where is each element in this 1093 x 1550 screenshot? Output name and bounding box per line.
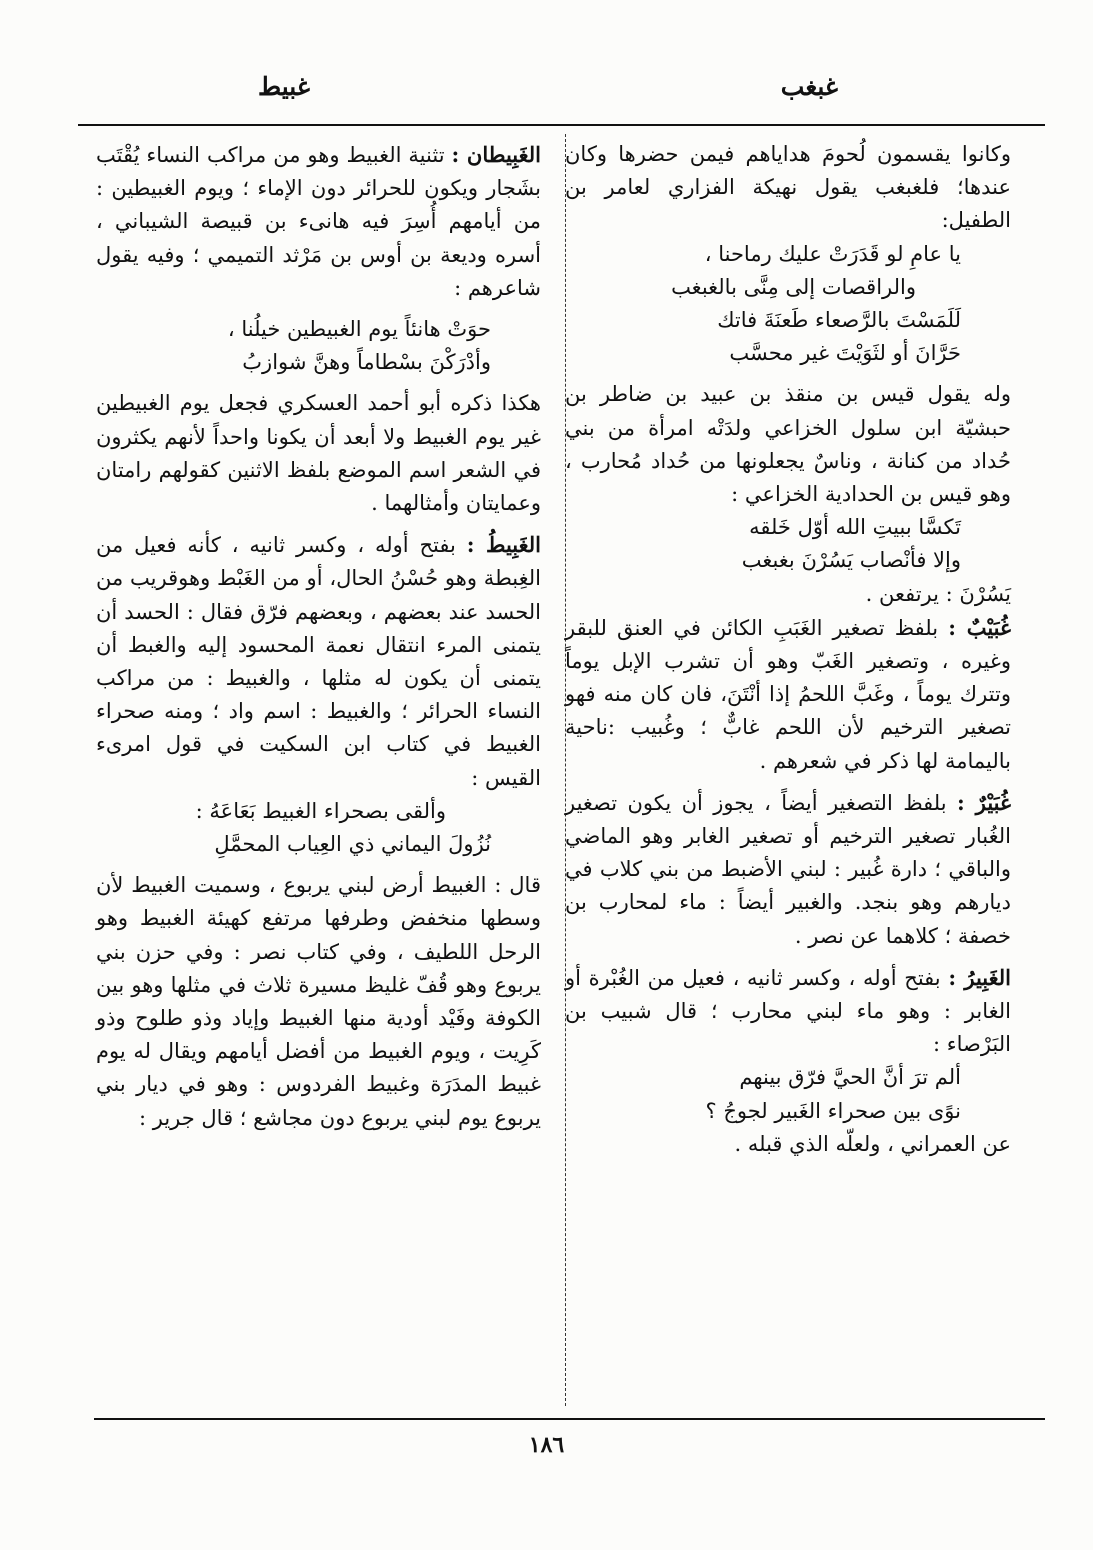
entry-text: تثنية الغبيط وهو من مراكب النساء يُقْتَب بشَجار ويكون للحرائر دون الإماء ؛ ويوم الغبيطين : من أيامهم أُسِرَ فيه هانىء بن قبيصة الشيباني ، أسره وديعة بن أوس بن مَرْثد التميمي ؛ وفيه يقول شاعرهم : — [96, 143, 541, 300]
verse-line: وألقى بصحراء الغبيط بَعَاعَهُ : — [195, 798, 446, 823]
paragraph: عن العمراني ، ولعلّه الذي قبله . — [734, 1131, 1011, 1156]
bottom-rule — [94, 1418, 1045, 1420]
entry-headword: الغَبِيطان : — [451, 142, 541, 167]
verse-line: حَرَّانَ أو لثَوَيْتَ غير محسَّب — [729, 341, 961, 366]
verse-line: وإلا فأنْصاب يَسُرْنَ بغبغب — [741, 548, 961, 573]
verse-line: ألم ترَ أنَّ الحيَّ فرّق بينهم — [739, 1065, 961, 1090]
entry-text: بلفظ التصغير أيضاً ، يجوز أن يكون تصغير الغُبار تصغير الترخيم أو تصغير الغابر وهو الماضي والباقي ؛ دارة غُبير : لبني الأضبط من بني كلاب في ديارهم وهو بنجد. والغبير أيضاً : ماء لمحارب بن خصفة ؛ كلاهما عن نصر . — [565, 790, 1011, 948]
verse-line: نوًى بين صحراء الغَبير لجوجُ ؟ — [705, 1098, 961, 1123]
verse-line: لَلَمَسْتَ بالرَّصعاء طَعنَةَ فاتك — [717, 308, 961, 333]
entry-headword: غُبَيْرٌ : — [956, 789, 1011, 815]
entry-text: بلفظ تصغير الغَبَبِ الكائن في العنق للبقر وغيره ، وتصغير الغَبّ وهو أن تشرب الإبل يوماً وتترك يوماً ، وغَبَّ اللحمُ إذا أنْتَنَ، فان كان منه فهو تصغير الترخيم لأن اللحم غابٌّ ؛ وغُبيب :ناحية باليمامة لها ذكر في شعرهم . — [565, 615, 1011, 773]
left-column — [96, 138, 541, 1135]
paragraph: يَسُرْنَ : يرتفعن . — [865, 581, 1011, 606]
verse-line: تَكسَّا ببيتِ الله أوّل خَلقه — [749, 515, 961, 540]
verse-line: وأدْرَكْنَ بسْطاماً وهنَّ شوازبُ — [242, 350, 491, 375]
entry-headword: الغَبِيطُ : — [466, 532, 541, 558]
paragraph: وله يقول قيس بن منقذ بن عبيد بن ضاطر بن حبشيّة ابن سلول الخزاعي ولدَتْه امرأة من بني حُداد من كنانة ، وناسٌ يجعلونها من حُداد مُحارب ، وهو قيس بن الحدادية الخزاعي : — [565, 382, 1011, 507]
entry-al-gabit — [96, 528, 541, 795]
page-number: ١٨٦ — [528, 1432, 565, 1458]
entry-gubayr — [565, 786, 1011, 953]
running-header-right: غبغب — [780, 72, 838, 101]
paragraph: قال : الغبيط أرض لبني يربوع ، وسميت الغبيط لأن وسطها منخفض وطرفها مرتفع كهيئة الغبيط وهو الرحل اللطيف ، وفي كتاب نصر : وفي حزن بني يربوع وهو قُفّ غليظ مسيرة ثلاث في مثلها وهو بين الكوفة وفَيْد أودية منها الغبيط وإياد وذو طلوح وذو كَرِيت ، ويوم الغبيط من أفضل أيامهم ويقال له يوم غبيط المدَرَة وغبيط الفردوس : وهو في ديار بني يربوع يوم لبني يربوع دون مجاشع ؛ قال جرير : — [96, 873, 541, 1130]
paragraph: هكذا ذكره أبو أحمد العسكري فجعل يوم الغبيطين غير يوم الغبيط ولا أبعد أن يكونا واحداً لأنهم يكثرون في الشعر اسم الموضع بلفظ الاثنين كقولهم رامتان وعمايتان وأمثالهما . — [96, 391, 541, 516]
paragraph: وكانوا يقسمون لُحومَ هداياهم فيمن حضرها وكان عندها؛ فلغبغب يقول نهيكة الفزاري لعامر بن الطفيل: — [565, 142, 1011, 233]
top-rule — [78, 124, 1045, 126]
entry-gubayb — [565, 611, 1011, 778]
verse-line: والراقصات إلى مِنَّى بالغبغب — [671, 274, 916, 299]
verse-line: حوَتْ هانئاً يوم الغبيطين خيلُنا ، — [227, 317, 491, 342]
entry-al-gabir — [565, 961, 1011, 1062]
entry-text: بفتح أوله ، وكسر ثانيه ، كأنه فعيل من الغِبطة وهو حُسْنُ الحال، أو من الغَبْط وهوقريب من الحسد عند بعضهم ، وبعضهم فرّق فقال : الحسد أن يتمنى المرء انتقال نعمة المحسود إليه والغبط أن يتمنى أن يكون له مثلها ، والغبيط : من مراكب النساء الحرائر ؛ والغبيط : اسم واد ؛ ومنه صحراء الغبيط في كتاب ابن السكيت في قول امرىء القيس : — [96, 533, 541, 790]
entry-al-gabitan — [96, 138, 541, 305]
verse-line: يا عامِ لو قَدَرَتْ عليك رماحنا ، — [704, 241, 961, 266]
verse-line: نُزُولَ اليماني ذي العِياب المحمَّلِ — [214, 832, 491, 857]
entry-headword: الغَبِيرُ : — [948, 964, 1011, 990]
entry-text: بفتح أوله ، وكسر ثانيه ، فعيل من الغُبْرة أو الغابر : وهو ماء لبني محارب ؛ قال شبيب بن البَرْصاء : — [565, 965, 1011, 1057]
right-column — [565, 138, 1011, 1161]
running-header-left: غبيط — [258, 72, 310, 101]
entry-headword: غُبَيْبٌ : — [948, 614, 1011, 640]
